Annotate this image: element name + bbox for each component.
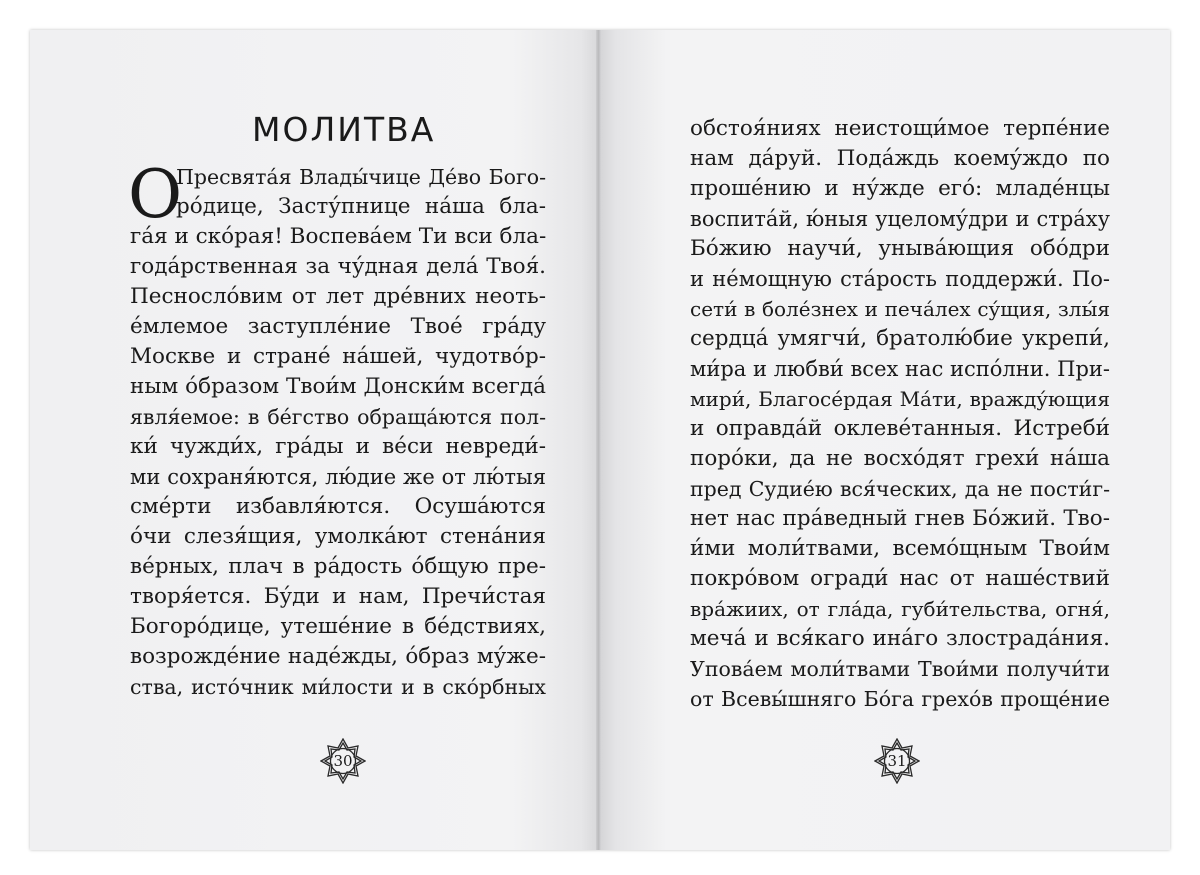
text-line: е́млемое заступле́ние Твое́ гра́ду	[130, 314, 546, 339]
text-line: ства, исто́чник ми́лости и в ско́рбных	[130, 675, 546, 699]
text-line: сети́ в боле́знех и печа́лех су́щия, злы́я	[690, 297, 1110, 321]
text-line: га́я и ско́рая! Воспева́ем Ти вси бла-	[130, 224, 547, 249]
text-line: возрожде́ние наде́жды, о́браз му́же-	[130, 644, 546, 669]
left-page	[30, 30, 598, 850]
text-line: сме́рти избавля́ются. Осуша́ются	[130, 494, 546, 519]
text-line: обстоя́ниях неистощи́мое терпе́ние	[690, 116, 1110, 141]
text-line: Пресвята́я Влады́чице Де́во Бого-	[176, 165, 546, 189]
text-line: покро́вом огради́ нас от наше́ствий	[690, 566, 1110, 591]
page-number-ornament	[320, 738, 366, 784]
text-line: вра́жиих, от гла́да, губи́тельства, огня́,	[690, 597, 1110, 621]
right-page-text	[690, 114, 1110, 714]
text-line: о́чи слезя́щия, умолка́ют стена́ния	[130, 524, 546, 549]
text-line: Бо́жию научи́, уныва́ющия обо́дри	[690, 236, 1110, 261]
text-line: проше́нию и ну́жде его́: младе́нцы	[690, 176, 1110, 201]
text-line: пред Судие́ю вся́ческих, да не пости́г-	[690, 477, 1110, 501]
text-line: года́рственная за чу́дная дела́ Твоя́.	[130, 254, 546, 279]
text-line: сердца́ умягчи́, братолю́бие укрепи́,	[690, 326, 1110, 351]
text-line: ве́рных, плач в ра́дость о́бщую пре-	[130, 554, 546, 579]
text-line: ки́ чужди́х, гра́ды и ве́си невреди́-	[130, 434, 546, 459]
text-line: и не́мощную ста́рость поддержи́. По-	[690, 267, 1110, 291]
text-line: нет нас пра́ведный гнев Бо́жий. Тво-	[690, 506, 1110, 531]
text-line: ми сохраня́ются, лю́дие же от лю́тыя	[130, 465, 546, 489]
text-line: воспита́й, ю́ныя уцелому́дри и стра́ху	[690, 207, 1110, 231]
text-line: явля́емое: в бе́гство обраща́ются пол-	[130, 405, 546, 429]
right-page	[598, 30, 1170, 850]
text-line: ным о́бразом Твои́м Донски́м всегда́	[130, 374, 546, 399]
text-line: от Всевы́шняго Бо́га грехо́в проще́ние	[690, 687, 1110, 711]
text-line: Богоро́дице, утеше́ние в бе́дствиях,	[130, 614, 546, 639]
page-number: 31	[887, 752, 907, 770]
text-line: ро́дице, Засту́пнице на́ша бла-	[176, 194, 546, 219]
text-line: Песносло́вим от лет дре́вних неоть-	[130, 284, 546, 309]
text-line: Упова́ем моли́твами Твои́ми получи́ти	[690, 657, 1110, 681]
page-number: 30	[333, 752, 353, 770]
page-number-ornament	[874, 738, 920, 784]
text-line: меча́ и вся́каго ина́го злострада́ния.	[690, 626, 1110, 651]
page-title: МОЛИТВА	[252, 110, 436, 149]
text-line: мири́, Благосе́рдая Ма́ти, вражду́ющия	[690, 387, 1110, 411]
drop-cap: О	[128, 156, 183, 233]
text-line: поро́ки, да не восхо́дят грехи́ на́ша	[690, 446, 1110, 471]
text-line: и́ми моли́твами, всемо́щным Твои́м	[690, 536, 1110, 561]
text-line: ми́ра и любви́ всех нас испо́лни. При-	[690, 357, 1110, 381]
book-gutter	[596, 30, 601, 850]
book-spread	[30, 30, 1170, 850]
text-line: нам да́руй. Пода́ждь коему́ждо по	[690, 146, 1110, 171]
text-line: Москве и стране́ на́шей, чудотво́р-	[130, 344, 546, 369]
left-page-text	[128, 156, 547, 702]
text-line: и оправда́й оклеве́танныя. Истреби́	[690, 416, 1110, 441]
text-line: творя́ется. Бу́ди и нам, Пречи́стая	[130, 584, 546, 609]
